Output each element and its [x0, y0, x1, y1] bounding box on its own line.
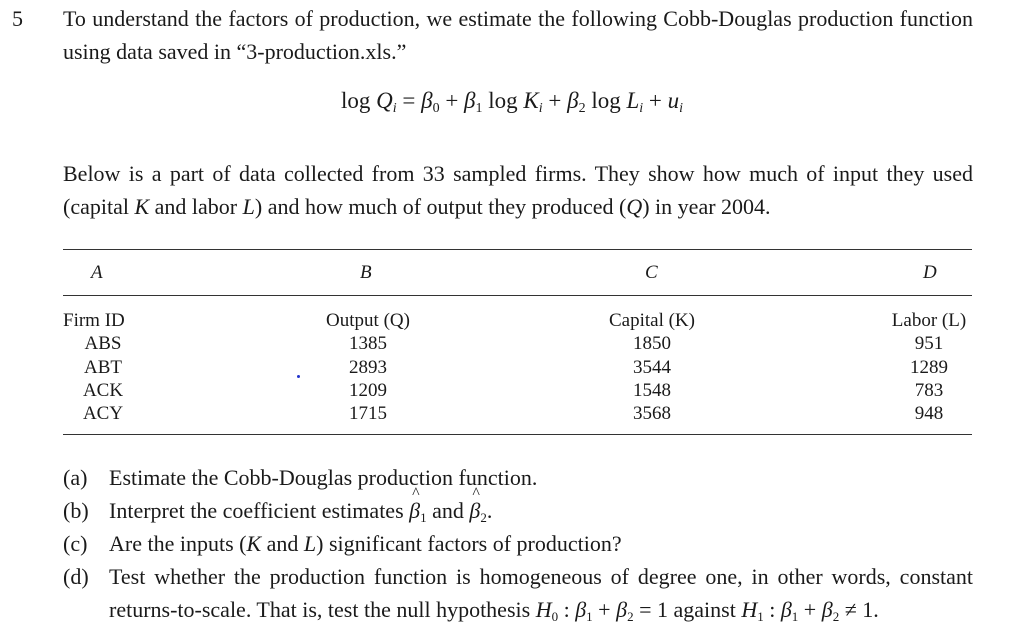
question-list — [63, 461, 973, 626]
table-cell: 3568 — [633, 403, 671, 425]
table-cell: 3544 — [633, 356, 671, 378]
question-label: (c) — [63, 531, 88, 556]
table-cell: ACK — [82, 379, 124, 401]
table-cell: 2893 — [349, 356, 387, 378]
alternative-hypothesis: $H_1$ : $\beta_1 + \beta_2 \ne 1$ — [741, 597, 874, 624]
beta-2-hat: ^ $\beta_2$ — [469, 494, 486, 534]
intro-paragraph: To understand the factors of production, we estimate the following Cobb-Douglas production function using data saved in “3-production.xls.” — [63, 6, 973, 64]
question-text: Are the inputs (K and L) significant factors of production? — [109, 531, 622, 556]
question-text: Interpret the coefficient estimates ^ $\beta_1$ and ^ $\beta_2$. — [109, 494, 492, 534]
column-output — [318, 309, 418, 425]
table-cell: 948 — [914, 403, 944, 425]
question-label: (d) — [63, 564, 89, 589]
data-description-paragraph: Below is a part of data collected from 33 sampled firms. They show how much of input they used (capital K and labor L) and how much of output they produced (Q) in year 2004. — [63, 161, 973, 219]
column-letter-b: B — [360, 262, 372, 283]
column-letter-a: A — [91, 262, 103, 283]
question-d — [63, 560, 973, 626]
table-cell: ABT — [84, 356, 122, 378]
header-labor: Labor (L) — [891, 310, 967, 331]
column-capital — [601, 309, 703, 425]
header-firm-id: Firm ID — [63, 310, 125, 331]
beta-1-hat: ^ $\beta_1$ — [409, 494, 426, 534]
question-a — [63, 461, 973, 494]
question-text: Test whether the production function is homogeneous of degree one, in other words, constant returns-to-scale. That is, test the null hypothesis $H_0$ : $\beta_1 + \beta_2 = 1$ against $H_1$ : $\beta_1 + \beta_2 \ne 1$. — [109, 564, 973, 624]
table-cell: 783 — [914, 379, 944, 401]
table-cell: 951 — [914, 333, 944, 355]
table-cell: 1715 — [349, 403, 387, 425]
cobb-douglas-equation: $\log Q_i = \beta_0 + \beta_1$ $\log K_i + \beta_2$ $\log L_i + u_i$ — [340, 88, 684, 116]
null-hypothesis: $H_0$ : $\beta_1 + \beta_2 = 1$ — [535, 597, 668, 624]
table-cell: 1385 — [349, 333, 387, 355]
question-label: (a) — [63, 465, 88, 490]
table-bottom-rule — [63, 434, 972, 435]
column-labor — [884, 309, 974, 425]
table-cell: 1289 — [910, 356, 948, 378]
table-cell: ACY — [82, 403, 124, 425]
question-c — [63, 527, 973, 560]
column-letter-c: C — [645, 262, 658, 283]
column-firm-id — [63, 309, 143, 425]
table-cell: ABS — [84, 333, 122, 355]
table-header-rule — [63, 295, 972, 296]
problem-number: 5 — [12, 6, 23, 31]
header-output: Output (Q) — [326, 310, 410, 331]
table-cell: 1548 — [633, 379, 671, 401]
header-capital: Capital (K) — [608, 310, 695, 331]
table-cell: 1850 — [633, 333, 671, 355]
table-top-rule — [63, 249, 972, 250]
stray-dot — [297, 375, 300, 378]
question-text: Estimate the Cobb-Douglas production function. — [109, 465, 538, 490]
question-b — [63, 494, 973, 527]
table-cell: 1209 — [349, 379, 387, 401]
question-label: (b) — [63, 498, 89, 523]
column-letter-d: D — [923, 262, 937, 283]
